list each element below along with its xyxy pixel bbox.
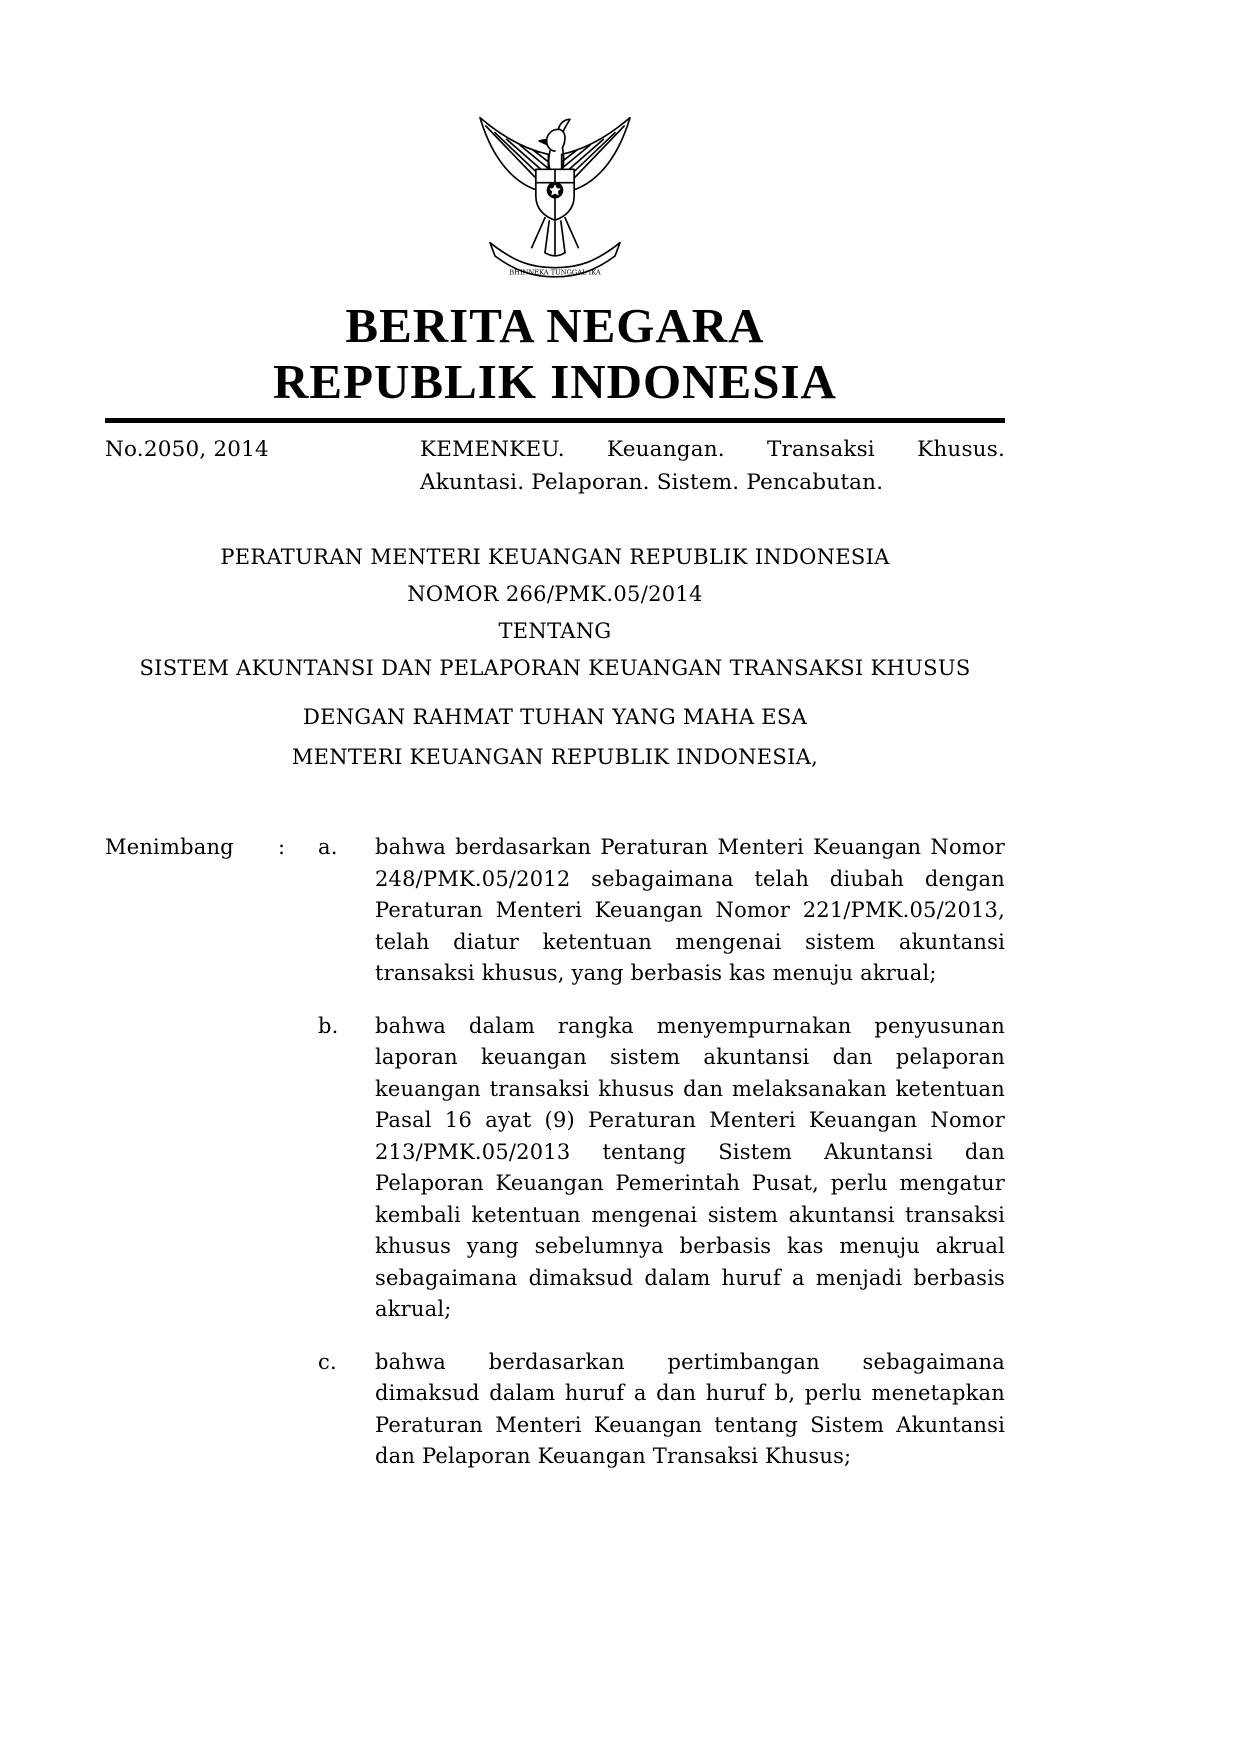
masthead-title-line1: BERITA NEGARA	[345, 298, 765, 353]
page-content	[105, 0, 1005, 1473]
item-letter-a: a.	[318, 835, 338, 859]
issuing-authority: MENTERI KEUANGAN REPUBLIK INDONESIA,	[291, 745, 819, 769]
invocation: DENGAN RAHMAT TUHAN YANG MAHA ESA	[302, 705, 808, 729]
consideration-item-c	[105, 1347, 1005, 1473]
empty-colon	[278, 1011, 318, 1326]
empty-label	[105, 1347, 278, 1473]
item-text-a: bahwa berdasarkan Peraturan Menteri Keuangan Nomor 248/PMK.05/2012 sebagaimana telah diubah dengan Peraturan Menteri Keuangan Nomor 221/PMK.05/2013, telah diatur ketentuan mengenai sistem akuntansi transaksi khusus, yang berbasis kas menuju akrual;	[375, 835, 1005, 985]
item-text-c: bahwa berdasarkan pertimbangan sebagaimana dimaksud dalam huruf a dan huruf b, perlu menetapkan Peraturan Menteri Keuangan tentang Sistem Akuntansi dan Pelaporan Keuangan Transaksi Khusus;	[375, 1349, 1005, 1468]
regulation-title: PERATURAN MENTERI KEUANGAN REPUBLIK INDONESIA	[220, 545, 890, 569]
menimbang-label: Menimbang	[105, 835, 234, 859]
considerations-section	[105, 832, 1005, 1473]
consideration-item-b	[105, 1011, 1005, 1326]
regulation-tentang: TENTANG	[498, 619, 612, 643]
item-text-b: bahwa dalam rangka menyempurnakan penyusunan laporan keuangan sistem akuntansi dan pelaporan keuangan transaksi khusus dan melaksanakan ketentuan Pasal 16 ayat (9) Peraturan Menteri Keuangan Nomor 213/PMK.05/2013 tentang Sistem Akuntansi dan Pelaporan Keuangan Pemerintah Pusat, perlu mengatur kembali ketentuan mengenai sistem akuntansi transaksi khusus yang sebelumnya berbasis kas menuju akrual sebagaimana dimaksud dalam huruf a menjadi berbasis akrual;	[375, 1013, 1005, 1321]
consideration-item-a	[105, 832, 1005, 990]
issue-row	[105, 433, 1005, 499]
masthead-title-line2: REPUBLIK INDONESIA	[273, 354, 837, 409]
garuda-pancasila-icon	[471, 86, 639, 286]
issue-subject-line2: Akuntasi. Pelaporan. Sistem. Pencabutan.	[420, 470, 884, 495]
emblem-motto: BHINNEKA TUNGGAL IKA	[509, 268, 601, 277]
issue-subject	[420, 433, 1005, 499]
empty-colon	[278, 1347, 318, 1473]
masthead-rule	[105, 418, 1005, 423]
regulation-subject: SISTEM AKUNTANSI DAN PELAPORAN KEUANGAN TRANSAKSI KHUSUS	[139, 656, 971, 680]
masthead-title	[105, 298, 1005, 410]
emblem-container	[105, 0, 1005, 290]
issue-number: No.2050, 2014	[105, 437, 269, 462]
issue-subject-line1: KEMENKEU. Keuangan. Transaksi Khusus.	[420, 437, 1005, 462]
regulation-headings	[105, 539, 1005, 776]
regulation-number: NOMOR 266/PMK.05/2014	[407, 582, 703, 606]
item-letter-c: c.	[318, 1349, 337, 1374]
empty-label	[105, 1011, 278, 1326]
menimbang-colon: :	[278, 835, 286, 859]
item-letter-b: b.	[318, 1013, 339, 1038]
